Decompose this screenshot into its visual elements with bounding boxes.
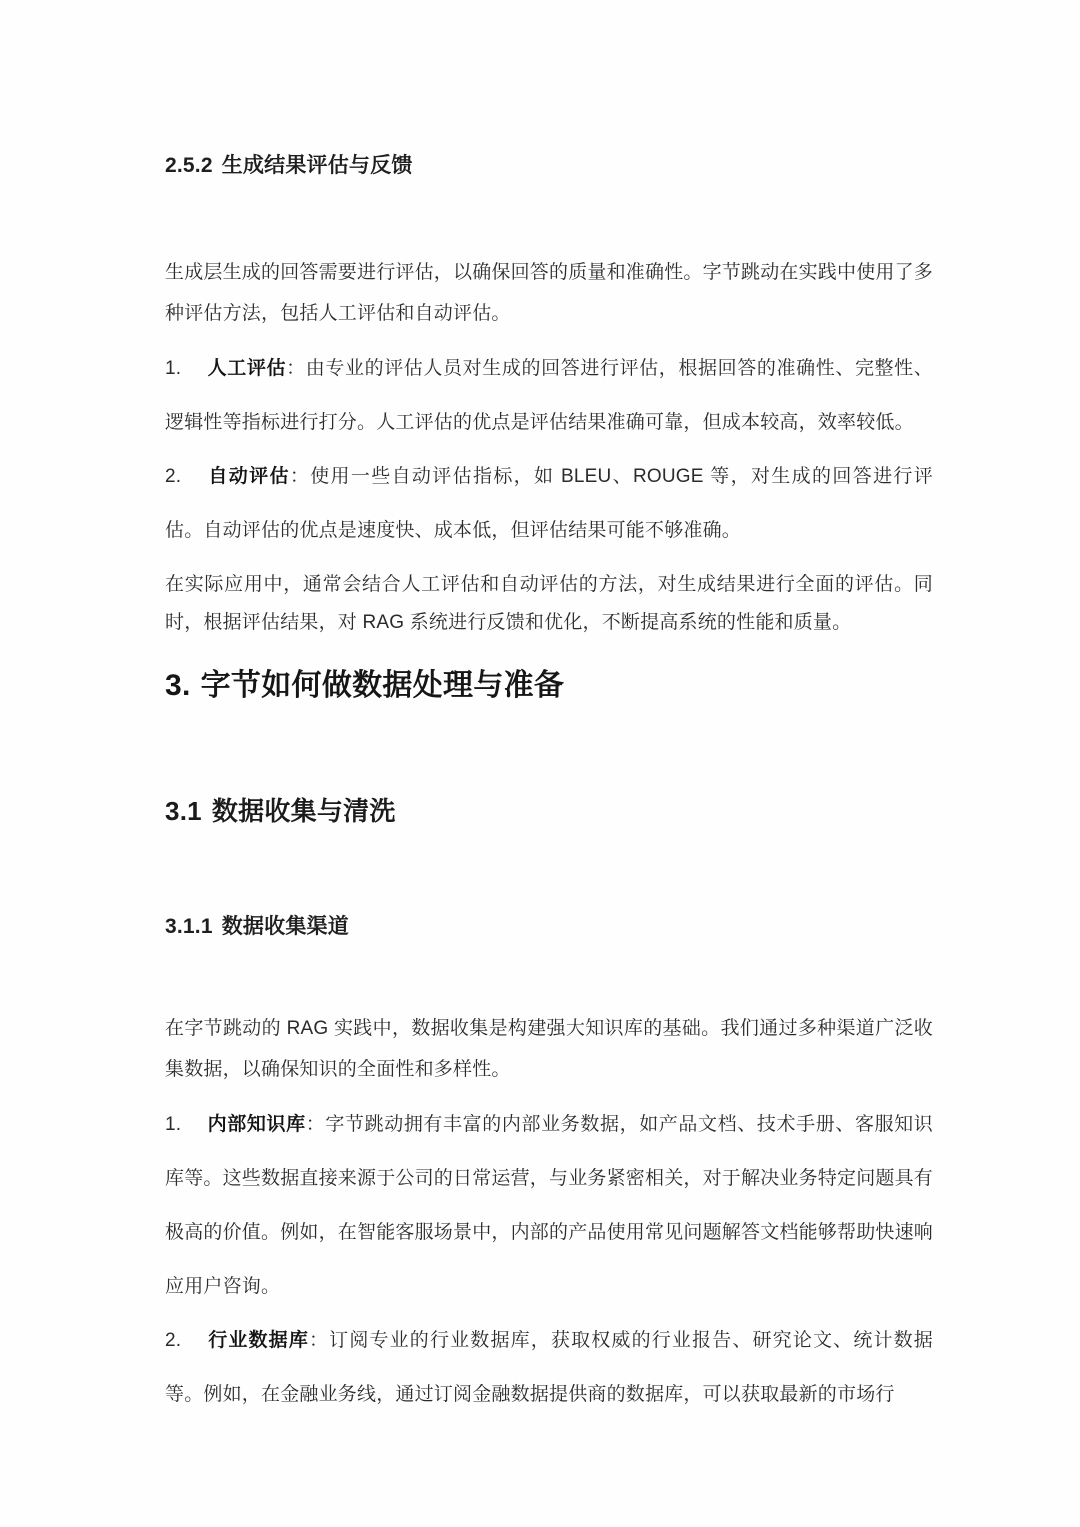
paragraph-2-5-2-intro: 生成层生成的回答需要进行评估，以确保回答的质量和准确性。字节跳动在实践中使用了多种评估方法，包括人工评估和自动评估。: [165, 261, 934, 324]
list-item-text: ：字节跳动拥有丰富的内部业务数据，如产品文档、技术手册、客服知识库等。这些数据直接来源于公司的日常运营，与业务紧密相关，对于解决业务特定问题具有极高的价值。例如，在智能客服场景中，内部的产品使用常见问题解答文档能够帮助快速响应用户咨询。: [165, 1114, 934, 1298]
heading-2-5-2-title: 生成结果评估与反馈: [221, 154, 413, 177]
list-3-1-1: [165, 1098, 933, 1422]
heading-2-5-2-number: 2.5.2: [165, 154, 213, 177]
spacer: [165, 707, 933, 793]
list-item-text: ：使用一些自动评估指标，如 BLEU、ROUGE 等，对生成的回答进行评估。自动评估的优点是速度快、成本低，但评估结果可能不够准确。: [165, 465, 933, 541]
list-item-term: 自动评估: [207, 465, 290, 487]
list-item-marker: 2.: [165, 465, 182, 487]
heading-3-title: 字节如何做数据处理与准备: [200, 668, 565, 702]
list-item: [165, 450, 933, 558]
list-item-marker: 2.: [165, 1330, 182, 1352]
heading-3-1-number: 3.1: [165, 796, 202, 826]
list-2-5-2: [165, 342, 933, 558]
spacer: [165, 1090, 933, 1098]
spacer: [165, 558, 933, 566]
list-item-text: ：由专业的评估人员对生成的回答进行评估，根据回答的准确性、完整性、逻辑性等指标进行打分。人工评估的优点是评估结果准确可靠，但成本较高，效率较低。: [165, 357, 933, 433]
heading-3-1-1: [165, 911, 933, 943]
list-item: [165, 1098, 933, 1314]
heading-3-1: [165, 793, 933, 831]
heading-3-1-1-number: 3.1.1: [165, 914, 213, 938]
spacer: [165, 942, 933, 1008]
list-item: [165, 1314, 933, 1422]
heading-3-1-1-title: 数据收集渠道: [221, 914, 349, 938]
list-item-term: 行业数据库: [207, 1330, 310, 1352]
list-item-marker: 1.: [165, 357, 182, 379]
spacer: [165, 182, 933, 252]
heading-3: [165, 664, 933, 708]
list-item: [165, 342, 933, 450]
list-item-marker: 1.: [165, 1114, 182, 1136]
list-item-text: ：订阅专业的行业数据库，获取权威的行业报告、研究论文、统计数据等。例如，在金融业务线，通过订阅金融数据提供商的数据库，可以获取最新的市场行: [165, 1330, 933, 1406]
list-item-term: 人工评估: [207, 357, 287, 379]
spacer: [165, 642, 933, 664]
paragraph-3-1-1-intro: 在字节跳动的 RAG 实践中，数据收集是构建强大知识库的基础。我们通过多种渠道广泛收集数据，以确保知识的全面性和多样性。: [165, 1018, 933, 1081]
heading-3-number: 3.: [165, 668, 191, 702]
spacer: [165, 831, 933, 911]
document-body: [165, 150, 933, 1422]
spacer: [165, 334, 933, 342]
heading-3-1-title: 数据收集与清洗: [211, 796, 396, 826]
heading-2-5-2: [165, 150, 933, 182]
paragraph-2-5-2-closing: 在实际应用中，通常会结合人工评估和自动评估的方法，对生成结果进行全面的评估。同时，根据评估结果，对 RAG 系统进行反馈和优化，不断提高系统的性能和质量。: [165, 573, 933, 633]
list-item-term: 内部知识库: [207, 1114, 306, 1136]
